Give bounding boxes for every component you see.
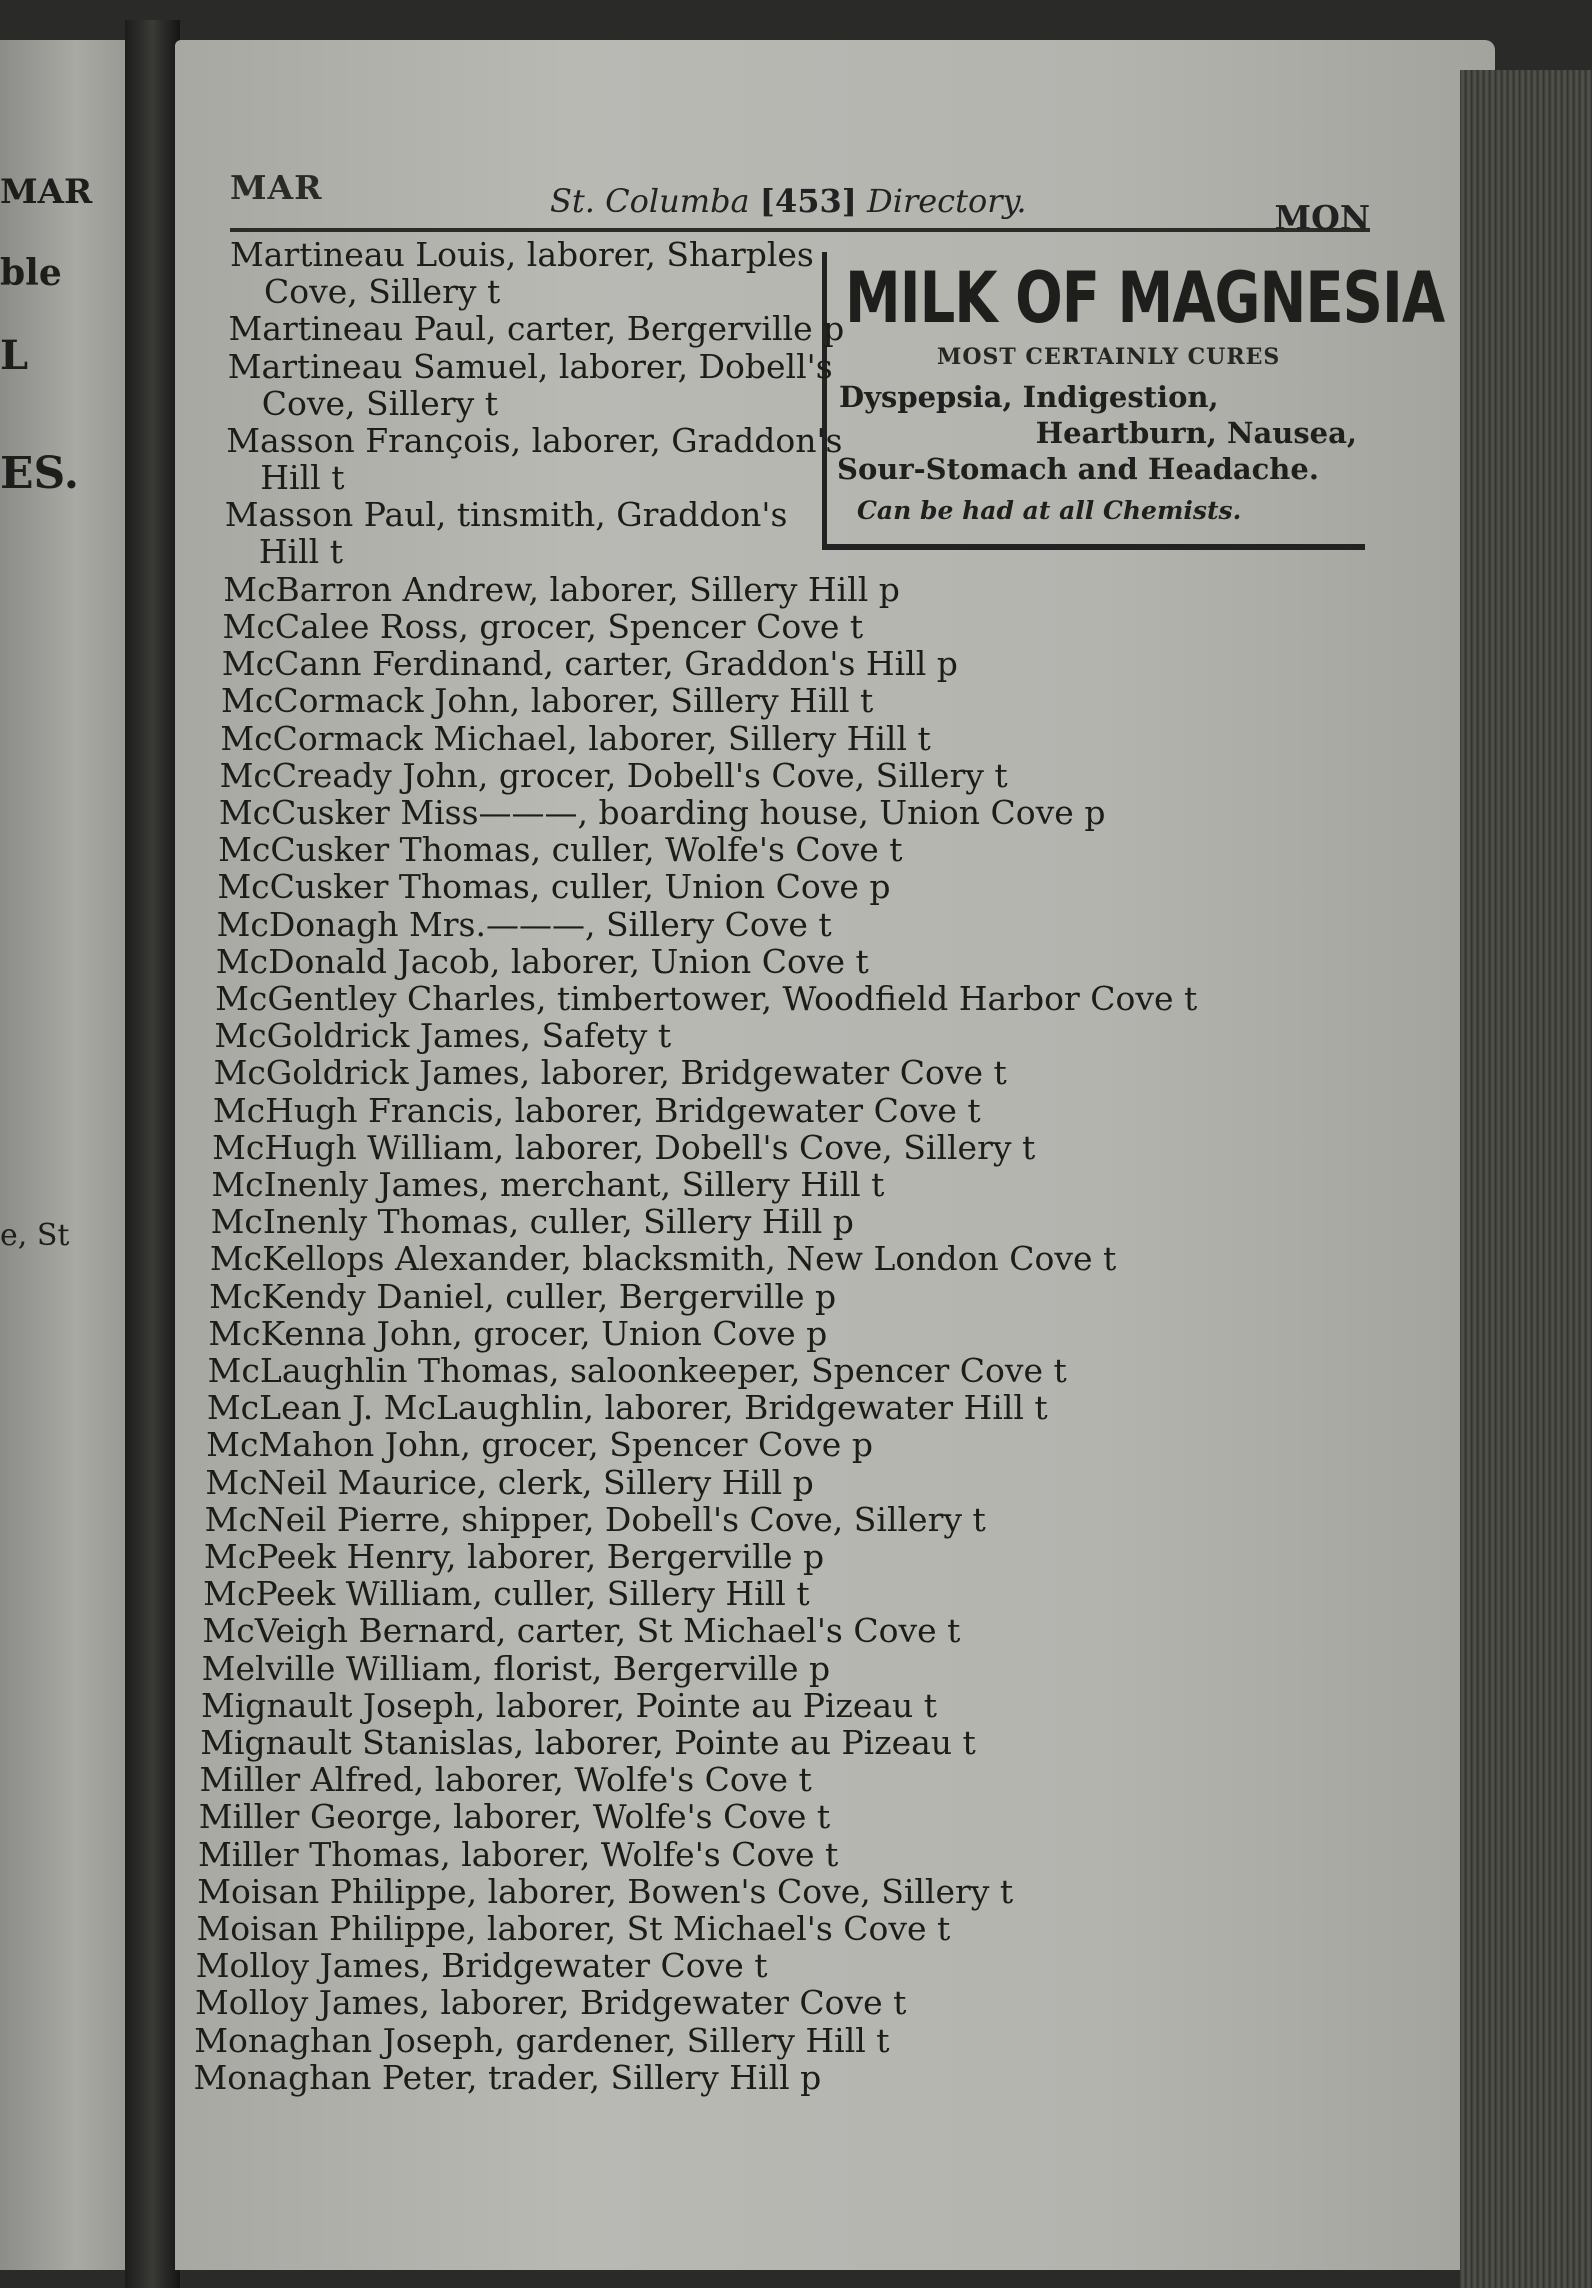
directory-entry bbox=[195, 1984, 906, 2021]
directory-entry bbox=[222, 645, 958, 682]
entry-text: McHugh Francis, laborer, Bridgewater Cove t bbox=[212, 1090, 981, 1130]
directory-entry bbox=[208, 1315, 827, 1352]
entry-text: Miller Alfred, laborer, Wolfe's Cove t bbox=[199, 1760, 812, 1800]
entry-text: McDonagh Mrs.———, Sillery Cove t bbox=[216, 904, 832, 944]
directory-entry bbox=[228, 348, 833, 422]
directory-entry bbox=[217, 868, 890, 905]
directory-entry bbox=[230, 236, 814, 310]
directory-entry bbox=[197, 1873, 1013, 1910]
entry-text: McGoldrick James, Safety t bbox=[214, 1016, 672, 1056]
entry-text: Moisan Philippe, laborer, Bowen's Cove, Sillery t bbox=[197, 1871, 1014, 1911]
directory-entry bbox=[214, 1017, 671, 1054]
directory-entry bbox=[203, 1575, 809, 1612]
facing-page-text: e, St bbox=[0, 1218, 70, 1253]
directory-entry bbox=[206, 1426, 873, 1463]
entry-text: Monaghan Joseph, gardener, Sillery Hill t bbox=[194, 2020, 890, 2060]
ad-line: Can be had at all Chemists. bbox=[857, 496, 1242, 525]
directory-entry bbox=[200, 1724, 976, 1761]
entry-continuation: Hill t bbox=[258, 532, 343, 572]
entry-text: McMahon John, grocer, Spencer Cove p bbox=[206, 1425, 873, 1465]
ad-line: Sour-Stomach and Headache. bbox=[837, 452, 1319, 486]
entry-text: Miller George, laborer, Wolfe's Cove t bbox=[198, 1797, 831, 1837]
directory-entry bbox=[214, 1054, 1007, 1091]
entry-text: Mignault Joseph, laborer, Pointe au Pizeau t bbox=[200, 1685, 938, 1725]
entry-text: McLean J. McLaughlin, laborer, Bridgewater Hill t bbox=[206, 1388, 1048, 1428]
entry-text: McPeek William, culler, Sillery Hill t bbox=[203, 1574, 810, 1614]
directory-entry bbox=[211, 1203, 854, 1240]
directory-entry bbox=[193, 2059, 821, 2096]
entry-text: McGoldrick James, laborer, Bridgewater Cove t bbox=[213, 1053, 1007, 1093]
entry-continuation: Cove, Sillery t bbox=[261, 383, 498, 423]
directory-entry bbox=[218, 831, 902, 868]
entry-text: Monaghan Peter, trader, Sillery Hill p bbox=[193, 2057, 822, 2097]
ad-title: MILK OF MAGNESIA bbox=[845, 258, 1445, 340]
header-title-text: St. Columba bbox=[550, 182, 750, 220]
directory-entry bbox=[208, 1352, 1067, 1389]
entry-text: McKellops Alexander, blacksmith, New London Cove t bbox=[209, 1239, 1117, 1279]
entry-text: Martineau Louis, laborer, Sharples bbox=[230, 235, 814, 274]
ad-subtitle: MOST CERTAINLY CURES bbox=[937, 344, 1281, 370]
directory-entry bbox=[212, 1129, 1035, 1166]
directory-entry bbox=[196, 1947, 768, 1984]
entry-text: McInenly James, merchant, Sillery Hill t bbox=[211, 1165, 885, 1204]
entry-text: Masson François, laborer, Graddon's bbox=[226, 421, 843, 460]
directory-entry bbox=[205, 1501, 986, 1538]
entry-text: McNeil Pierre, shipper, Dobell's Cove, Sillery t bbox=[204, 1499, 986, 1539]
entry-text: McCann Ferdinand, carter, Graddon's Hill p bbox=[221, 644, 958, 684]
facing-page-text: ES. bbox=[0, 448, 80, 499]
entry-text: McBarron Andrew, laborer, Sillery Hill p bbox=[223, 569, 900, 609]
entry-text: Mignault Stanislas, laborer, Pointe au Pizeau t bbox=[200, 1723, 976, 1762]
directory-entry bbox=[217, 906, 832, 943]
directory-entry bbox=[202, 1650, 831, 1687]
entry-text: McCormack Michael, laborer, Sillery Hill t bbox=[220, 718, 931, 758]
directory-entry bbox=[199, 1761, 811, 1798]
entry-text: Martineau Samuel, laborer, Dobell's bbox=[227, 346, 833, 386]
directory-entry bbox=[213, 1092, 981, 1129]
entry-text: McCusker Thomas, culler, Union Cove p bbox=[217, 867, 891, 907]
entry-text: McHugh William, laborer, Dobell's Cove, Sillery t bbox=[212, 1127, 1036, 1167]
facing-page-text: ble bbox=[0, 252, 62, 294]
entry-text: McCalee Ross, grocer, Spencer Cove t bbox=[222, 607, 864, 646]
directory-entry bbox=[221, 682, 873, 719]
entry-continuation: Hill t bbox=[260, 458, 345, 497]
directory-entry bbox=[225, 496, 788, 570]
directory-entry bbox=[215, 980, 1197, 1017]
directory-entry bbox=[220, 720, 930, 757]
directory-entry bbox=[211, 1166, 884, 1203]
header-guide-word-right: MON bbox=[1274, 198, 1370, 237]
header-guide-word-left: MAR bbox=[230, 168, 323, 207]
running-header bbox=[230, 168, 1370, 237]
directory-entry bbox=[196, 1910, 950, 1947]
directory-entry bbox=[201, 1687, 937, 1724]
directory-entry bbox=[220, 757, 1008, 794]
directory-entry bbox=[198, 1836, 838, 1873]
entry-text: McLaughlin Thomas, saloonkeeper, Spencer Cove t bbox=[207, 1351, 1067, 1390]
directory-entry bbox=[223, 608, 864, 645]
entry-text: Melville William, florist, Bergerville p bbox=[201, 1648, 831, 1688]
entry-text: Miller Thomas, laborer, Wolfe's Cove t bbox=[197, 1834, 839, 1874]
directory-entry bbox=[223, 571, 900, 608]
directory-entry bbox=[216, 943, 869, 980]
facing-page-text: L bbox=[0, 332, 29, 379]
entry-text: McNeil Maurice, clerk, Sillery Hill p bbox=[205, 1462, 814, 1502]
entry-text: Molloy James, Bridgewater Cove t bbox=[195, 1946, 768, 1986]
ad-line: Dyspepsia, Indigestion, bbox=[839, 380, 1219, 414]
entry-text: McCready John, grocer, Dobell's Cove, Sillery t bbox=[219, 755, 1008, 795]
directory-entry bbox=[205, 1464, 813, 1501]
entry-text: Molloy James, laborer, Bridgewater Cove t bbox=[194, 1983, 907, 2023]
entry-text: McPeek Henry, laborer, Bergerville p bbox=[203, 1537, 825, 1576]
advertisement-box bbox=[822, 252, 1445, 550]
entry-text: McKenna John, grocer, Union Cove p bbox=[208, 1313, 828, 1353]
directory-entry bbox=[210, 1240, 1116, 1277]
directory-entry bbox=[202, 1612, 960, 1649]
ad-line: Heartburn, Nausea, bbox=[1035, 416, 1357, 450]
directory-entry bbox=[194, 2022, 889, 2059]
header-title-suffix: Directory. bbox=[867, 182, 1027, 220]
entry-text: McCusker Miss———, boarding house, Union Cove p bbox=[218, 793, 1106, 832]
entry-text: McKendy Daniel, culler, Bergerville p bbox=[209, 1276, 837, 1316]
directory-entry bbox=[226, 422, 842, 496]
directory-entry bbox=[204, 1538, 824, 1575]
directory-entry bbox=[199, 1798, 830, 1835]
entry-text: McGentley Charles, timbertower, Woodfield Harbor Cove t bbox=[215, 979, 1198, 1018]
entry-text: McCormack John, laborer, Sillery Hill t bbox=[221, 681, 874, 721]
entry-text: McVeigh Bernard, carter, St Michael's Cove t bbox=[202, 1611, 961, 1651]
entry-text: McCusker Thomas, culler, Wolfe's Cove t bbox=[218, 830, 903, 870]
page-number: [453] bbox=[759, 182, 857, 220]
directory-entry bbox=[219, 794, 1106, 831]
facing-page-text: MAR bbox=[0, 172, 93, 212]
entry-text: McDonald Jacob, laborer, Union Cove t bbox=[215, 941, 869, 981]
header-title bbox=[550, 182, 1027, 220]
entry-text: Moisan Philippe, laborer, St Michael's Cove t bbox=[196, 1909, 951, 1948]
entry-text: Martineau Paul, carter, Bergerville p bbox=[228, 309, 845, 349]
facing-page-fragment bbox=[0, 40, 125, 2270]
directory-entry bbox=[207, 1389, 1048, 1426]
directory-entry bbox=[209, 1278, 836, 1315]
entry-text: Masson Paul, tinsmith, Graddon's bbox=[224, 495, 788, 535]
entry-text: McInenly Thomas, culler, Sillery Hill p bbox=[210, 1202, 854, 1242]
page-edges bbox=[1460, 70, 1592, 2288]
entry-continuation: Cove, Sillery t bbox=[264, 272, 501, 311]
book-gutter bbox=[125, 20, 180, 2288]
directory-entry bbox=[229, 310, 845, 347]
